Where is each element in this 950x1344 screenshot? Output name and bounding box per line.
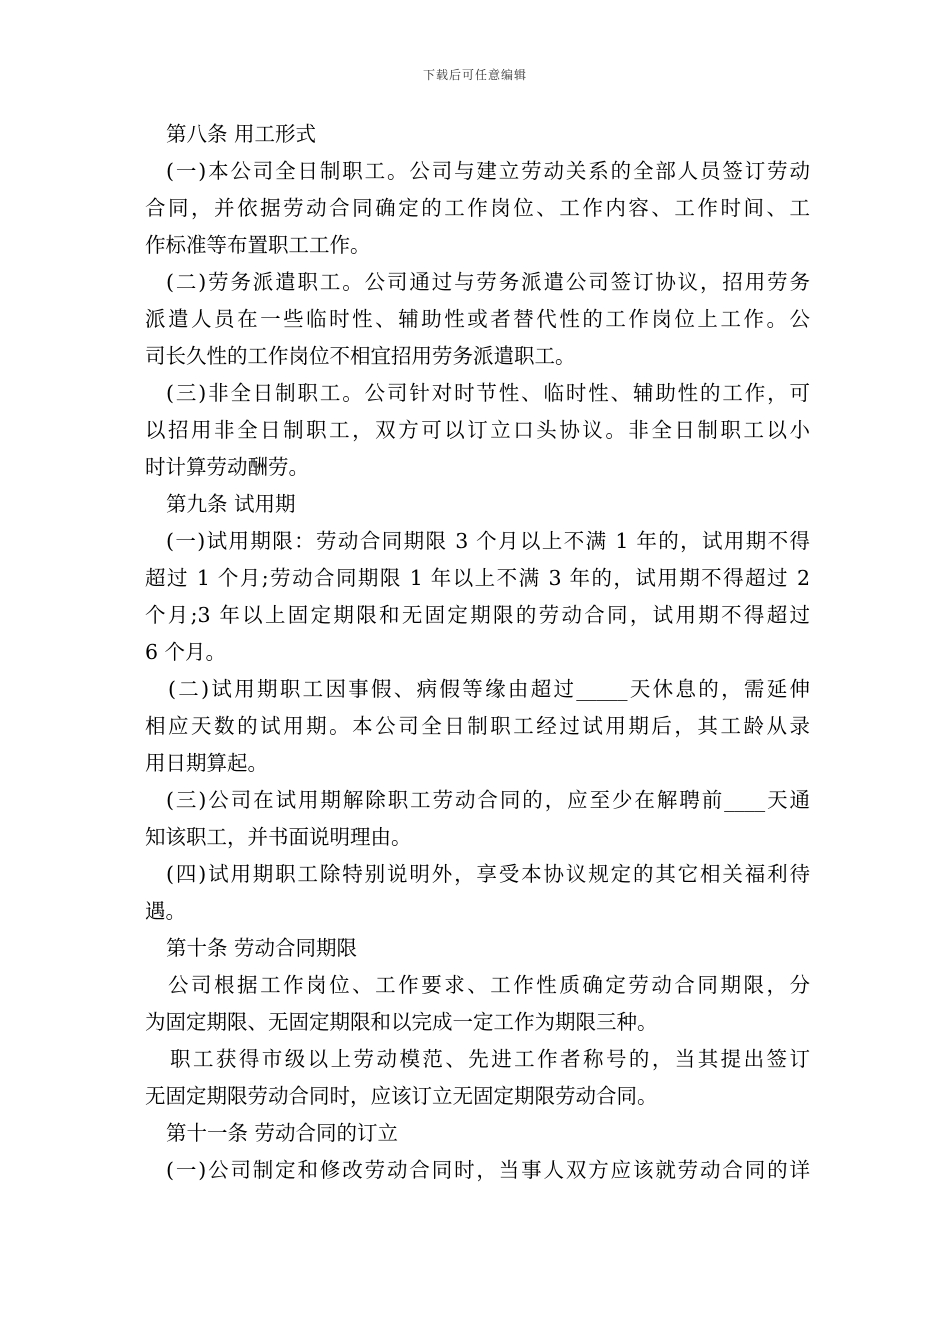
text-line: 职工获得市级以上劳动模范、先进工作者称号的，当其提出签订 bbox=[170, 1047, 810, 1071]
header-note: 下载后可任意编辑 bbox=[422, 68, 527, 82]
text-line: (一)公司制定和修改劳动合同时，当事人双方应该就劳动合同的详 bbox=[166, 1158, 810, 1182]
text-line: 时计算劳动酬劳。 bbox=[145, 455, 309, 479]
text-line: 第十条 劳动合同期限 bbox=[166, 936, 358, 960]
text-line: (二)试用期职工因事假、病假等缘由超过_____天休息的，需延伸 bbox=[168, 677, 810, 701]
text-line: (四)试用期职工除特别说明外，享受本协议规定的其它相关福利待 bbox=[166, 862, 810, 886]
text-line: (一)试用期限：劳动合同期限 3 个月以上不满 1 年的，试用期不得 bbox=[166, 529, 810, 553]
text-line: 知该职工，并书面说明理由。 bbox=[145, 825, 412, 849]
text-line: 用日期算起。 bbox=[145, 751, 268, 775]
text-line: 第八条 用工形式 bbox=[166, 122, 317, 146]
text-line: 第十一条 劳动合同的订立 bbox=[166, 1121, 399, 1145]
text-line: (三)公司在试用期解除职工劳动合同的，应至少在解聘前____天通 bbox=[166, 788, 810, 812]
text-line: 6 个月。 bbox=[145, 640, 227, 664]
text-line: 合同，并依据劳动合同确定的工作岗位、工作内容、工作时间、工 bbox=[145, 196, 810, 220]
text-line: 公司根据工作岗位、工作要求、工作性质确定劳动合同期限，分 bbox=[168, 973, 810, 997]
document-body bbox=[145, 116, 810, 1189]
text-line: 派遣人员在一些临时性、辅助性或者替代性的工作岗位上工作。公 bbox=[145, 307, 810, 331]
text-line: (二)劳务派遣职工。公司通过与劳务派遣公司签订协议，招用劳务 bbox=[166, 270, 810, 294]
text-line: (三)非全日制职工。公司针对时节性、临时性、辅助性的工作，可 bbox=[166, 381, 810, 405]
text-line: 遇。 bbox=[145, 899, 186, 923]
text-line: 个月;3 年以上固定期限和无固定期限的劳动合同，试用期不得超过 bbox=[145, 603, 810, 627]
text-line: 司长久性的工作岗位不相宜招用劳务派遣职工。 bbox=[145, 344, 576, 368]
text-line: 无固定期限劳动合同时，应该订立无固定期限劳动合同。 bbox=[145, 1084, 658, 1108]
text-line: 相应天数的试用期。本公司全日制职工经过试用期后，其工龄从录 bbox=[145, 714, 810, 738]
text-line: 以招用非全日制职工，双方可以订立口头协议。非全日制职工以小 bbox=[145, 418, 810, 442]
text-line: 为固定期限、无固定期限和以完成一定工作为期限三种。 bbox=[145, 1010, 658, 1034]
text-line: 第九条 试用期 bbox=[166, 492, 296, 516]
text-line: 超过 1 个月;劳动合同期限 1 年以上不满 3 年的，试用期不得超过 2 bbox=[145, 566, 810, 590]
text-line: 作标准等布置职工工作。 bbox=[145, 233, 371, 257]
text-line: (一)本公司全日制职工。公司与建立劳动关系的全部人员签订劳动 bbox=[166, 159, 810, 183]
